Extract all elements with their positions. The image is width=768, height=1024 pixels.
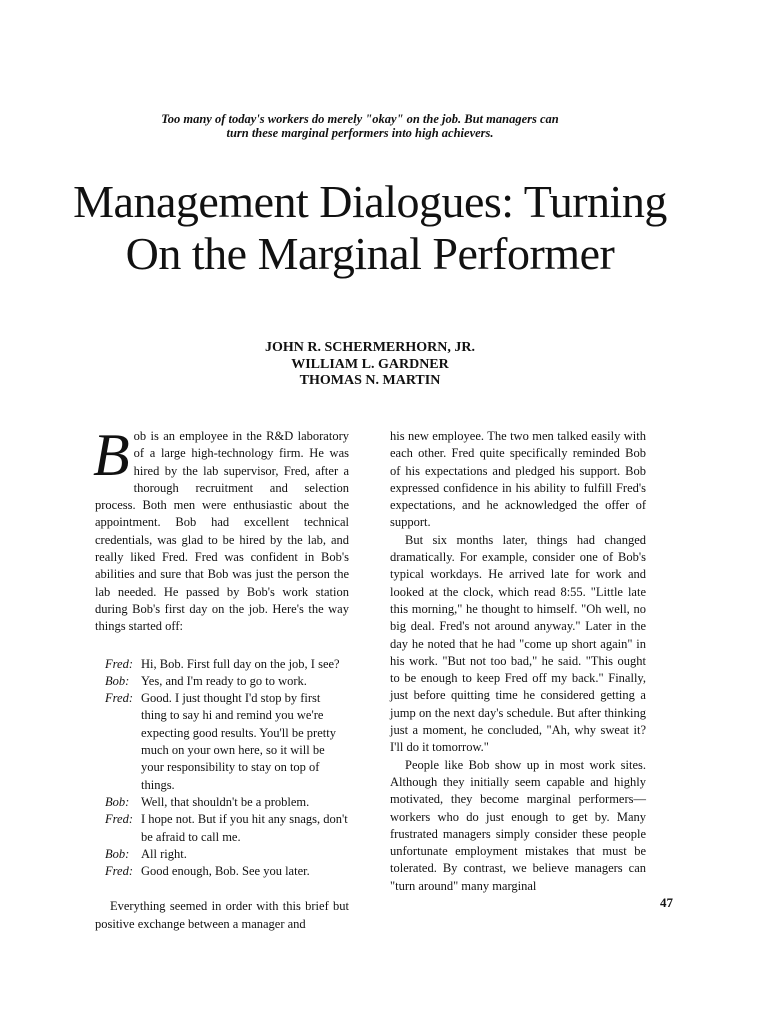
dialogue-text: Good enough, Bob. See you later. — [141, 864, 310, 879]
dialogue-line — [105, 690, 349, 794]
speaker-label: Fred: — [105, 864, 133, 879]
drop-cap: B — [93, 422, 130, 488]
page-number: 47 — [660, 895, 673, 910]
dialogue-text: I hope not. But if you hit any snags, don't be afraid to call me. — [141, 812, 348, 844]
title-line-1: Management Dialogues: Turning — [73, 176, 667, 227]
speaker-label: Bob: — [105, 846, 130, 861]
dialogue-text: Good. I just thought I'd stop by first thing to say hi and remind you we're expecting good results. You'll be pretty much on your own here, so it will be your responsibility to stay on top of things. — [141, 691, 336, 792]
speaker-label: Fred: — [105, 656, 133, 671]
dialogue-block — [105, 656, 349, 881]
dialogue-line — [105, 673, 349, 690]
dialogue-line — [105, 656, 349, 673]
speaker-label: Bob: — [105, 673, 130, 688]
author-name: WILLIAM L. GARDNER — [291, 356, 449, 372]
intro-paragraph — [93, 422, 349, 636]
dialogue-text: Well, that shouldn't be a problem. — [141, 794, 310, 809]
dialogue-text: Yes, and I'm ready to go to work. — [141, 673, 307, 688]
author-list — [170, 340, 570, 390]
dialogue-text: Hi, Bob. First full day on the job, I see? — [141, 656, 340, 671]
article-deck — [110, 112, 610, 140]
dialogue-line — [105, 794, 349, 811]
deck-line-2: turn these marginal performers into high achievers. — [226, 126, 494, 140]
speaker-label: Fred: — [105, 691, 133, 706]
author-name: JOHN R. SCHERMERHORN, JR. — [264, 340, 475, 355]
body-paragraph: his new employee. The two men talked easily with each other. Fred quite specifically reminded Bob of his expectations and pledged his support. Bob expressed confidence in his ability to fulfill Fred's expectations, and he acknowledged the offer of support. — [390, 429, 646, 530]
closing-paragraph: Everything seemed in order with this brief but positive exchange between a manager and — [95, 899, 349, 931]
dialogue-line — [105, 846, 349, 863]
deck-line-1: Too many of today's workers do merely "okay" on the job. But managers can — [161, 112, 559, 126]
left-column — [93, 422, 349, 933]
dialogue-text: All right. — [141, 846, 187, 861]
body-paragraph: People like Bob show up in most work sites. Although they initially seem capable and highly motivated, they become marginal performers—workers who do just enough to get by. Many frustrated managers simply consider these people unfortunate employment mistakes that must be tolerated. By contrast, we believe managers can "turn around" many marginal — [390, 757, 646, 893]
author-name: THOMAS N. MARTIN — [299, 373, 441, 388]
body-paragraph: But six months later, things had changed dramatically. For example, consider one of Bob's typical workdays. He arrived late for work and looked at the clock, which read 8:55. "Little late this morning," he thought to himself. "Oh well, no big deal. Fred's not around anyway." Later in the day he noted that he had "come up short again" in his work. "But not too bad," he said. "This ought to be enough to keep Fred off my back." Finally, just before quitting time he considered getting a jump on the next day's schedule. But after thinking just a moment, he concluded, "Ah, why sweat it? I'll do it tomorrow." — [390, 532, 646, 755]
title-line-2: On the Marginal Performer — [125, 228, 615, 279]
dialogue-line — [105, 811, 349, 846]
intro-text: ob is an employee in the R&D laboratory of a large high-technology firm. He was hired by the lab supervisor, Fred, after a thorough recruitment and selection process. Both men were enthusiastic about the appointment. Bob had excellent technical credentials, was glad to be hired by the lab, and really liked Fred. Fred was confident in Bob's abilities and sure that Bob was just the person the lab needed. He passed by Bob's work station during Bob's first day on the job. Here's the way things started off: — [95, 429, 349, 634]
dialogue-line — [105, 863, 349, 880]
speaker-label: Bob: — [105, 794, 130, 809]
article-title — [40, 176, 700, 280]
speaker-label: Fred: — [105, 812, 133, 827]
right-column — [390, 428, 646, 895]
